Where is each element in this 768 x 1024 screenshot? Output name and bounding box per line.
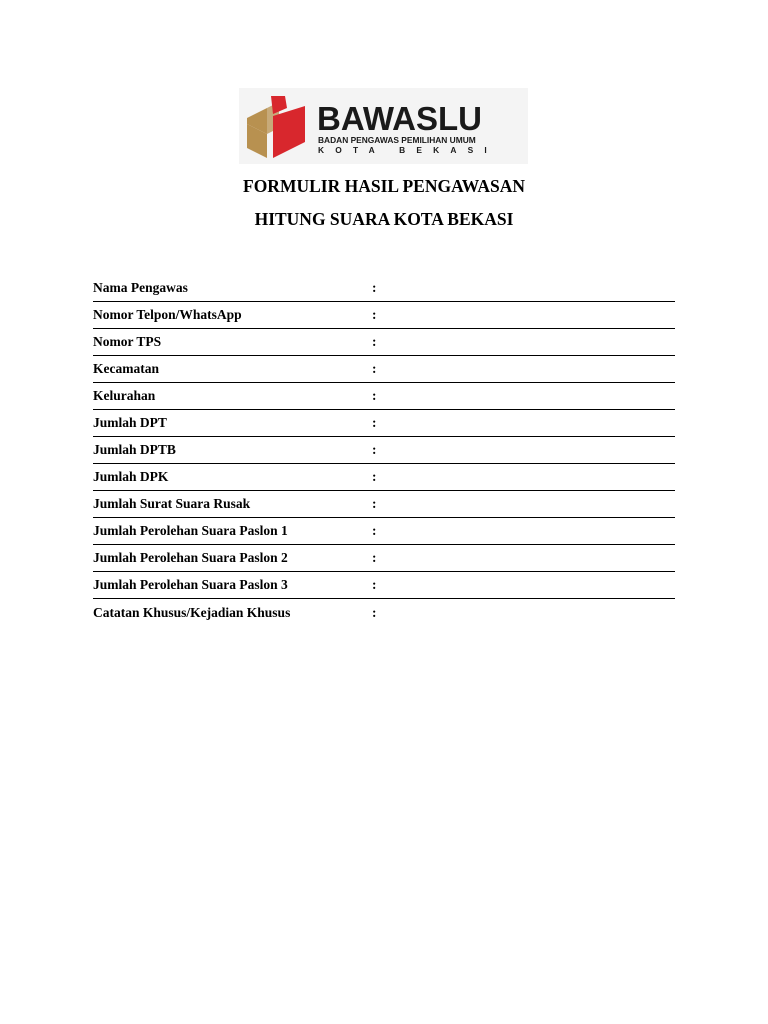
field-separator: : [372,387,377,403]
form-row [93,518,675,545]
field-separator: : [372,414,377,430]
logo-subtitle: BADAN PENGAWAS PEMILIHAN UMUM [318,135,476,145]
bawaslu-logo [239,88,528,164]
field-label: Jumlah DPT [93,414,167,430]
field-separator: : [372,576,377,592]
field-separator: : [372,495,377,511]
field-label: Kecamatan [93,360,159,376]
field-label: Jumlah Surat Suara Rusak [93,495,251,511]
form-row [93,572,675,599]
form-subtitle: HITUNG SUARA KOTA BEKASI [254,209,514,229]
field-separator: : [372,441,377,457]
form-row [93,437,675,464]
form-row [93,383,675,410]
field-label: Catatan Khusus/Kejadian Khusus [93,604,291,620]
form-row [93,599,675,626]
form-row [93,491,675,518]
ballot-box-logo-icon [243,94,309,160]
field-label: Jumlah DPK [93,468,169,484]
field-label: Jumlah Perolehan Suara Paslon 2 [93,549,288,565]
field-label: Nama Pengawas [93,279,188,295]
field-separator: : [372,306,377,322]
form-row [93,275,675,302]
form-row [93,410,675,437]
field-separator: : [372,468,377,484]
form-row [93,464,675,491]
field-label: Kelurahan [93,387,156,403]
field-separator: : [372,333,377,349]
logo-city: KOTA BEKASI [318,145,498,155]
field-separator: : [372,522,377,538]
form-fields [93,275,675,626]
field-separator: : [372,279,377,295]
form-title: FORMULIR HASIL PENGAWASAN [243,176,525,196]
field-label: Nomor Telpon/WhatsApp [93,306,242,322]
field-separator: : [372,360,377,376]
form-row [93,356,675,383]
logo-brand-text: BAWASLU [317,100,482,137]
form-row [93,329,675,356]
field-label: Jumlah Perolehan Suara Paslon 1 [93,522,288,538]
field-label: Nomor TPS [93,333,162,349]
form-row [93,302,675,329]
field-label: Jumlah Perolehan Suara Paslon 3 [93,576,288,592]
field-separator: : [372,604,377,620]
field-label: Jumlah DPTB [93,441,176,457]
form-row [93,545,675,572]
field-separator: : [372,549,377,565]
